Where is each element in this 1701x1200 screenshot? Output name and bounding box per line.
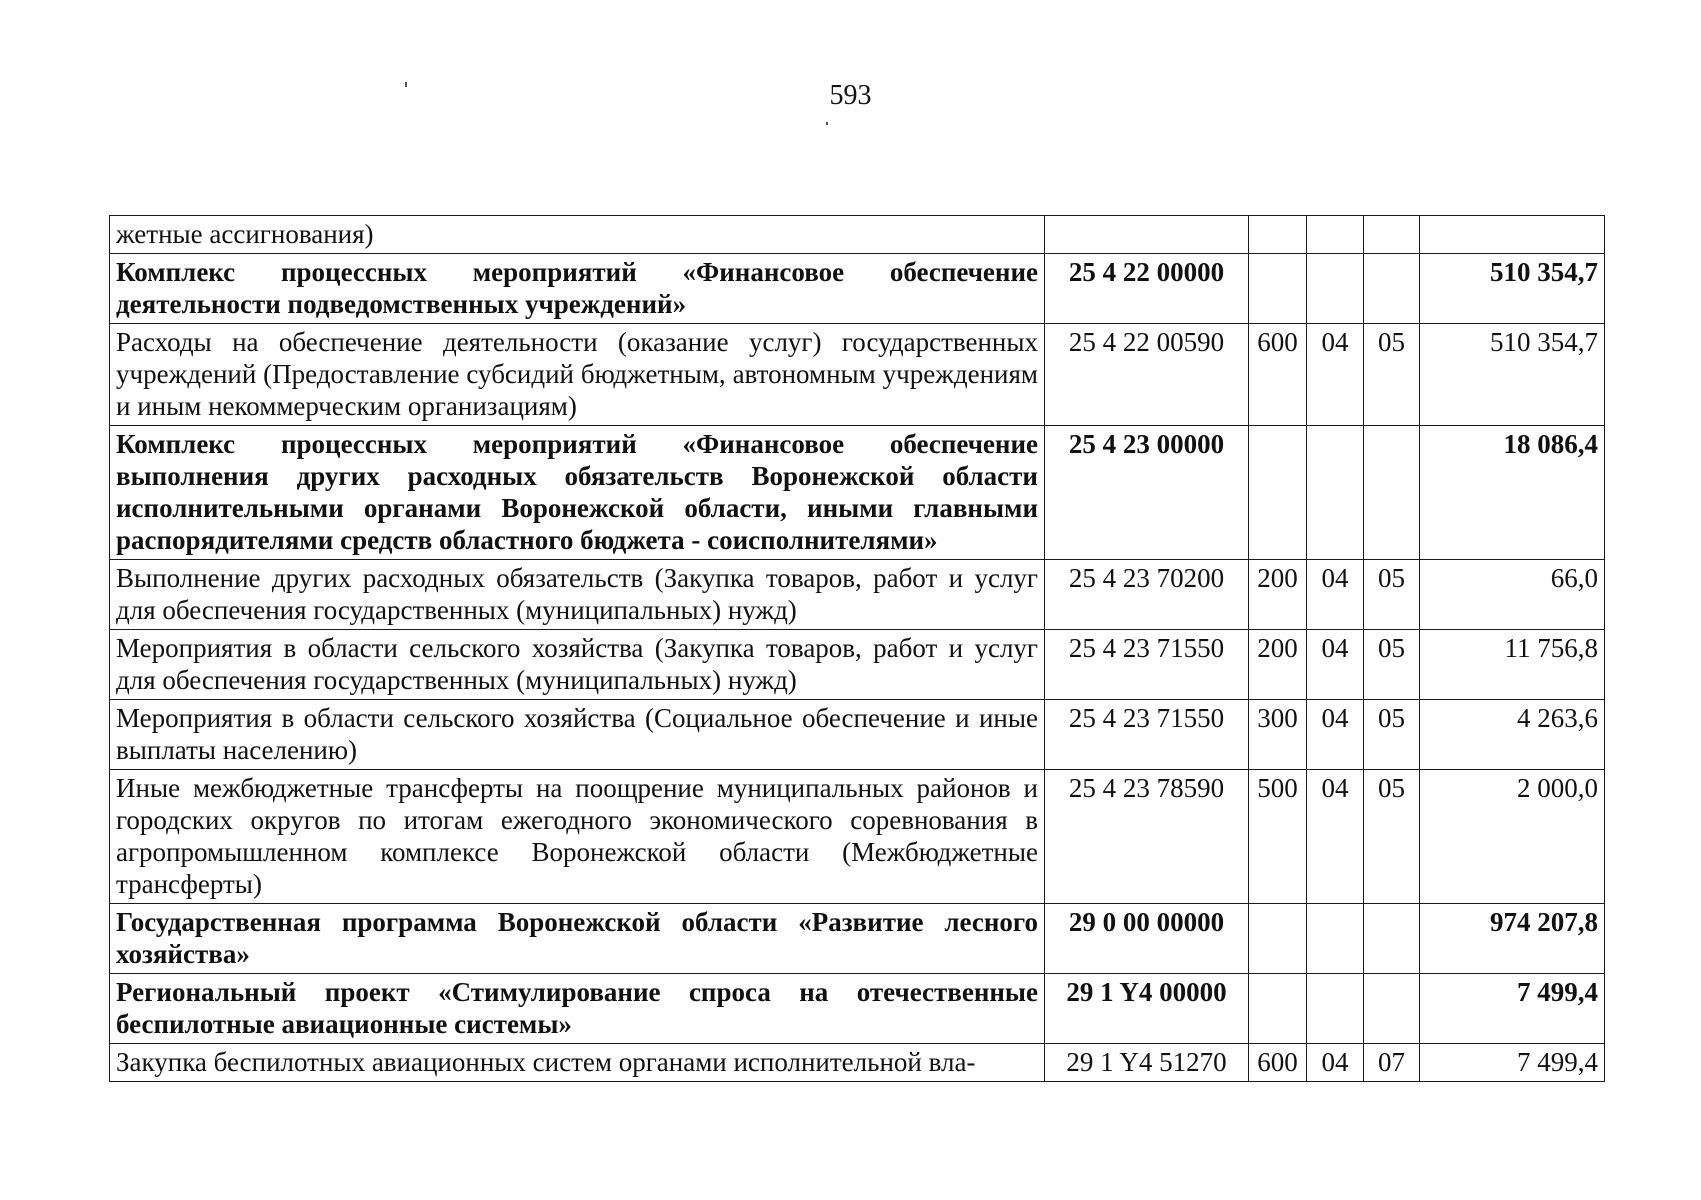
table-row	[110, 630, 1605, 700]
page-number: 593	[829, 80, 872, 111]
section-code-cell: 04	[1307, 324, 1364, 426]
section-code-cell: 04	[1307, 630, 1364, 700]
section-code-cell: 04	[1307, 560, 1364, 630]
amount-cell	[1420, 216, 1605, 254]
expense-type-code-cell	[1249, 254, 1307, 324]
expense-type-code-cell	[1249, 904, 1307, 974]
target-article-code-cell	[1045, 216, 1249, 254]
target-article-code-cell: 25 4 22 00590	[1045, 324, 1249, 426]
table-row	[110, 324, 1605, 426]
amount-cell: 2 000,0	[1420, 770, 1605, 904]
table-row	[110, 904, 1605, 974]
target-article-code-cell: 25 4 23 00000	[1045, 426, 1249, 560]
section-code-cell	[1307, 216, 1364, 254]
target-article-code-cell: 25 4 23 71550	[1045, 700, 1249, 770]
subsection-code-cell: 05	[1364, 630, 1420, 700]
table-row	[110, 770, 1605, 904]
section-code-cell: 04	[1307, 700, 1364, 770]
section-code-cell: 04	[1307, 1044, 1364, 1082]
expense-type-code-cell	[1249, 216, 1307, 254]
subsection-code-cell: 05	[1364, 770, 1420, 904]
table-row	[110, 974, 1605, 1044]
subsection-code-cell: 07	[1364, 1044, 1420, 1082]
section-code-cell	[1307, 974, 1364, 1044]
amount-cell: 18 086,4	[1420, 426, 1605, 560]
amount-cell: 7 499,4	[1420, 1044, 1605, 1082]
target-article-code-cell: 29 1 Y4 00000	[1045, 974, 1249, 1044]
subsection-code-cell	[1364, 254, 1420, 324]
amount-cell: 66,0	[1420, 560, 1605, 630]
subsection-code-cell: 05	[1364, 324, 1420, 426]
table-row	[110, 254, 1605, 324]
item-name-cell: Иные межбюджетные трансферты на поощрение муниципальных районов и городских округов по итогам ежегодного экономического соревнования в агропромышленном комплексе Воронежской области (Межбюджетные трансферты)	[110, 770, 1045, 904]
subsection-code-cell	[1364, 974, 1420, 1044]
expense-type-code-cell: 300	[1249, 700, 1307, 770]
budget-table-body	[110, 216, 1605, 1082]
subsection-code-cell: 05	[1364, 560, 1420, 630]
expense-type-code-cell	[1249, 974, 1307, 1044]
amount-cell: 510 354,7	[1420, 324, 1605, 426]
subsection-code-cell	[1364, 904, 1420, 974]
table-row	[110, 700, 1605, 770]
target-article-code-cell: 25 4 23 70200	[1045, 560, 1249, 630]
section-code-cell	[1307, 426, 1364, 560]
item-name-cell: Выполнение других расходных обязательств (Закупка товаров, работ и услуг для обеспечения государственных (муниципальных) нужд)	[110, 560, 1045, 630]
expense-type-code-cell: 600	[1249, 1044, 1307, 1082]
amount-cell: 974 207,8	[1420, 904, 1605, 974]
target-article-code-cell: 25 4 22 00000	[1045, 254, 1249, 324]
expense-type-code-cell: 600	[1249, 324, 1307, 426]
item-name-cell: Комплекс процессных мероприятий «Финансовое обеспечение выполнения других расходных обязательств Воронежской области исполнительными органами Воронежской области, иными главными распорядителями средств областного бюджета - соисполнителями»	[110, 426, 1045, 560]
amount-cell: 11 756,8	[1420, 630, 1605, 700]
item-name-cell: Региональный проект «Стимулирование спроса на отечественные беспилотные авиационные системы»	[110, 974, 1045, 1044]
subsection-code-cell: 05	[1364, 700, 1420, 770]
section-code-cell	[1307, 904, 1364, 974]
section-code-cell: 04	[1307, 770, 1364, 904]
amount-cell: 7 499,4	[1420, 974, 1605, 1044]
item-name-cell: Мероприятия в области сельского хозяйства (Социальное обеспечение и иные выплаты населению)	[110, 700, 1045, 770]
subsection-code-cell	[1364, 216, 1420, 254]
target-article-code-cell: 25 4 23 71550	[1045, 630, 1249, 700]
expense-type-code-cell: 200	[1249, 630, 1307, 700]
target-article-code-cell: 29 1 Y4 51270	[1045, 1044, 1249, 1082]
subsection-code-cell	[1364, 426, 1420, 560]
item-name-cell: Закупка беспилотных авиационных систем органами исполнительной вла-	[110, 1044, 1045, 1082]
expense-type-code-cell	[1249, 426, 1307, 560]
target-article-code-cell: 25 4 23 78590	[1045, 770, 1249, 904]
scan-speck	[405, 82, 407, 87]
section-code-cell	[1307, 254, 1364, 324]
item-name-cell: Мероприятия в области сельского хозяйства (Закупка товаров, работ и услуг для обеспечения государственных (муниципальных) нужд)	[110, 630, 1045, 700]
item-name-cell: Государственная программа Воронежской области «Развитие лесного хозяйства»	[110, 904, 1045, 974]
amount-cell: 510 354,7	[1420, 254, 1605, 324]
amount-cell: 4 263,6	[1420, 700, 1605, 770]
item-name-cell: Комплекс процессных мероприятий «Финансовое обеспечение деятельности подведомственных учреждений»	[110, 254, 1045, 324]
budget-table	[109, 215, 1605, 1082]
item-name-cell: жетные ассигнования)	[110, 216, 1045, 254]
target-article-code-cell: 29 0 00 00000	[1045, 904, 1249, 974]
item-name-cell: Расходы на обеспечение деятельности (оказание услуг) государственных учреждений (Предоставление субсидий бюджетным, автономным учреждениям и иным некоммерческим организациям)	[110, 324, 1045, 426]
table-row	[110, 216, 1605, 254]
table-row	[110, 560, 1605, 630]
expense-type-code-cell: 200	[1249, 560, 1307, 630]
scan-speck	[826, 122, 828, 125]
table-row	[110, 426, 1605, 560]
expense-type-code-cell: 500	[1249, 770, 1307, 904]
table-row	[110, 1044, 1605, 1082]
